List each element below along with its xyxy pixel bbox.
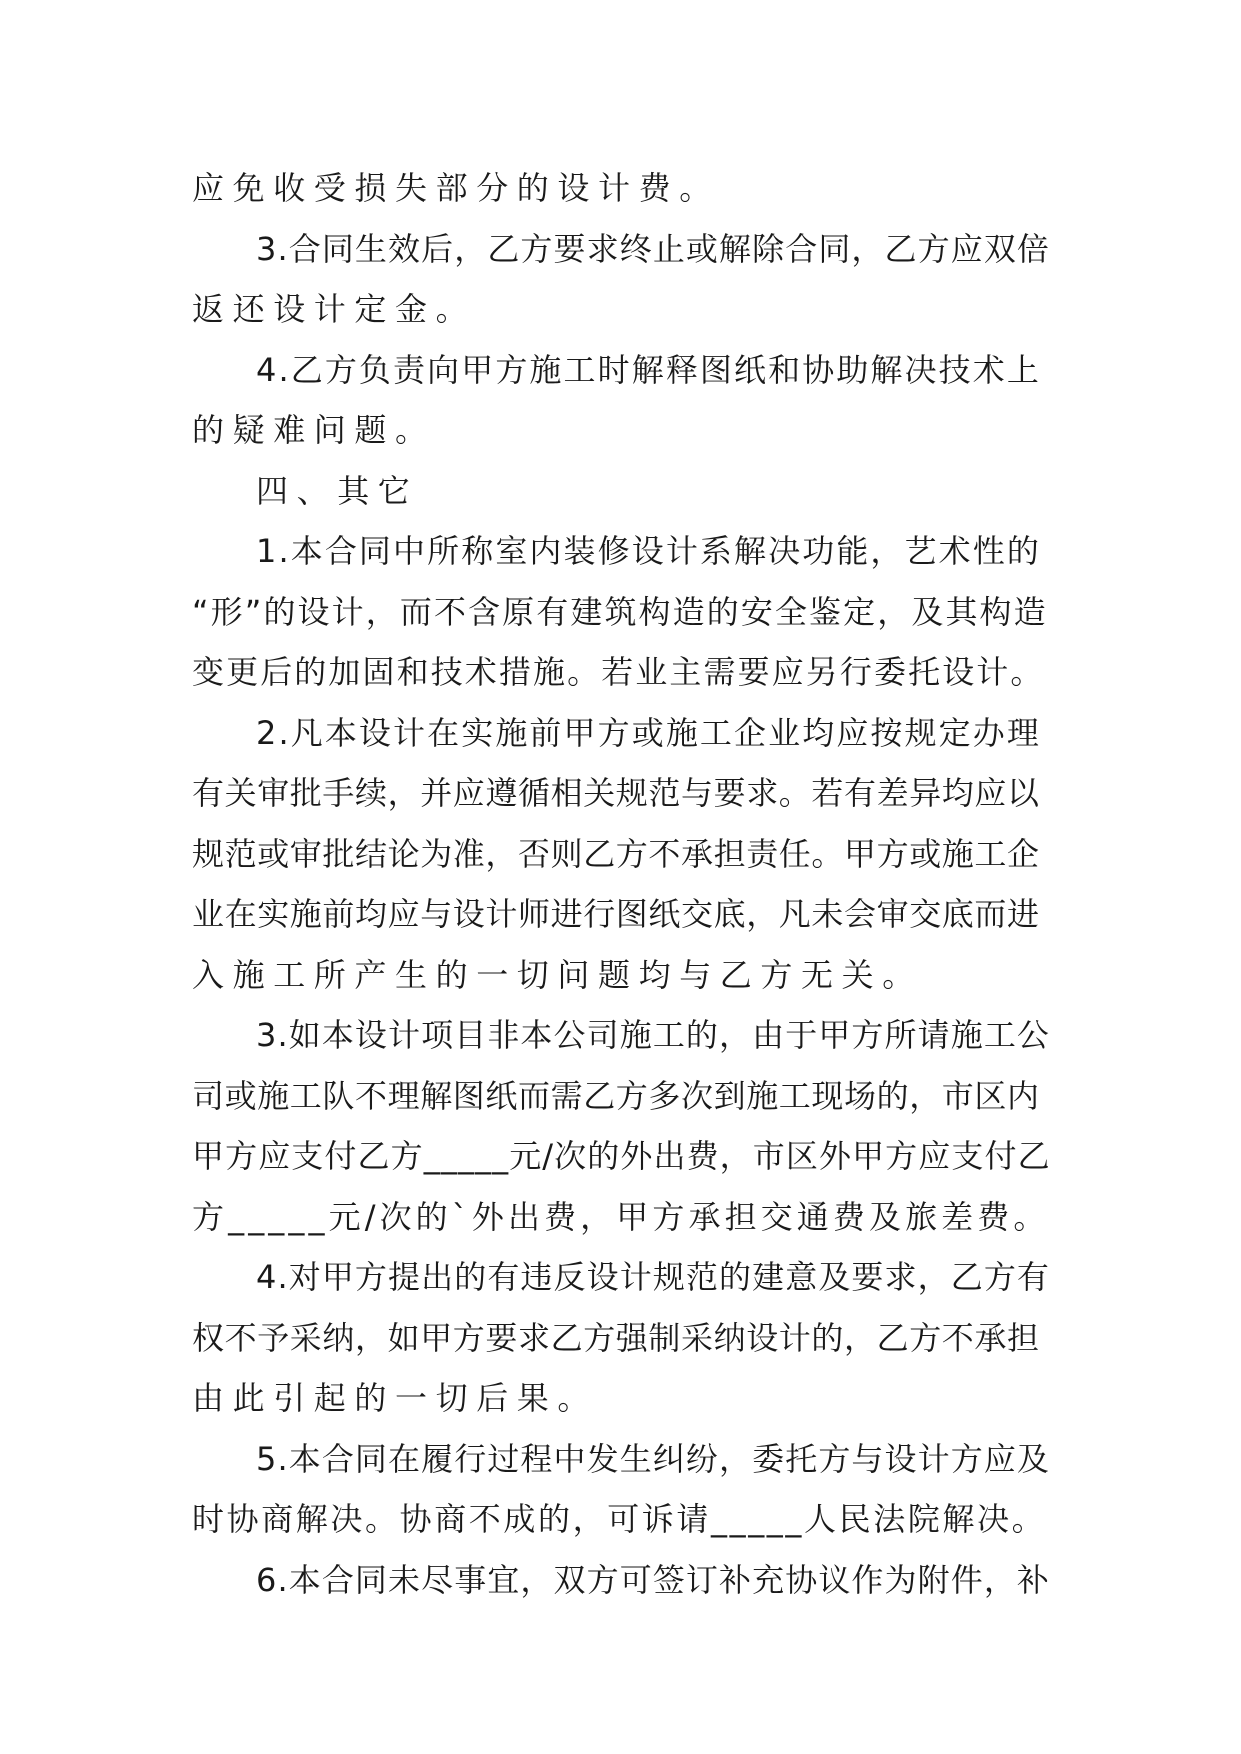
text-line: 应免收受损失部分的设计费。 xyxy=(192,169,720,207)
text-line: 3.如本设计项目非本公司施工的，由于甲方所请施工公 xyxy=(256,1016,1051,1054)
text-line: 规范或审批结论为准，否则乙方不承担责任。甲方或施工企 xyxy=(192,834,1040,873)
text-line: 权不予采纳，如甲方要求乙方强制采纳设计的，乙方不承担 xyxy=(192,1318,1040,1357)
text-line: 司或施工队不理解图纸而需乙方多次到施工现场的，市区内 xyxy=(192,1076,1040,1115)
document-page xyxy=(192,158,1052,1610)
text-line: 1.本合同中所称室内装修设计系解决功能，艺术性的 xyxy=(256,532,1041,570)
text-line: 入施工所产生的一切问题均与乙方无关。 xyxy=(192,955,923,994)
text-line: 的疑难问题。 xyxy=(192,411,436,449)
text-line: 6.本合同未尽事宜，双方可签订补充协议作为附件，补 xyxy=(256,1560,1051,1599)
text-line: 5.本合同在履行过程中发生纠纷，委托方与设计方应及 xyxy=(256,1439,1051,1478)
text-line: 返还设计定金。 xyxy=(192,290,477,328)
text-line: 4.对甲方提出的有违反设计规范的建意及要求，乙方有 xyxy=(256,1258,1051,1296)
text-line: 4.乙方负责向甲方施工时解释图纸和协助解决技术上 xyxy=(256,350,1041,389)
text-line: “形”的设计，而不含原有建筑构造的安全鉴定，及其构造 xyxy=(192,592,1048,631)
text-line: 甲方应支付乙方_____元/次的外出费，市区外甲方应支付乙 xyxy=(192,1137,1051,1175)
text-line: 2.凡本设计在实施前甲方或施工企业均应按规定办理 xyxy=(256,713,1041,752)
text-line: 业在实施前均应与设计师进行图纸交底，凡未会审交底而进 xyxy=(192,895,1040,933)
text-line: 有关审批手续，并应遵循相关规范与要求。若有差异均应以 xyxy=(192,774,1040,812)
section-heading: 四、其它 xyxy=(256,471,419,510)
text-line: 时协商解决。协商不成的，可诉请_____人民法院解决。 xyxy=(192,1500,1047,1538)
text-line: 变更后的加固和技术措施。若业主需要应另行委托设计。 xyxy=(192,653,1045,691)
text-line: 方_____元/次的`外出费，甲方承担交通费及旅差费。 xyxy=(192,1197,1050,1236)
text-line: 3.合同生效后，乙方要求终止或解除合同，乙方应双倍 xyxy=(256,229,1051,268)
text-line: 由此引起的一切后果。 xyxy=(192,1379,599,1417)
